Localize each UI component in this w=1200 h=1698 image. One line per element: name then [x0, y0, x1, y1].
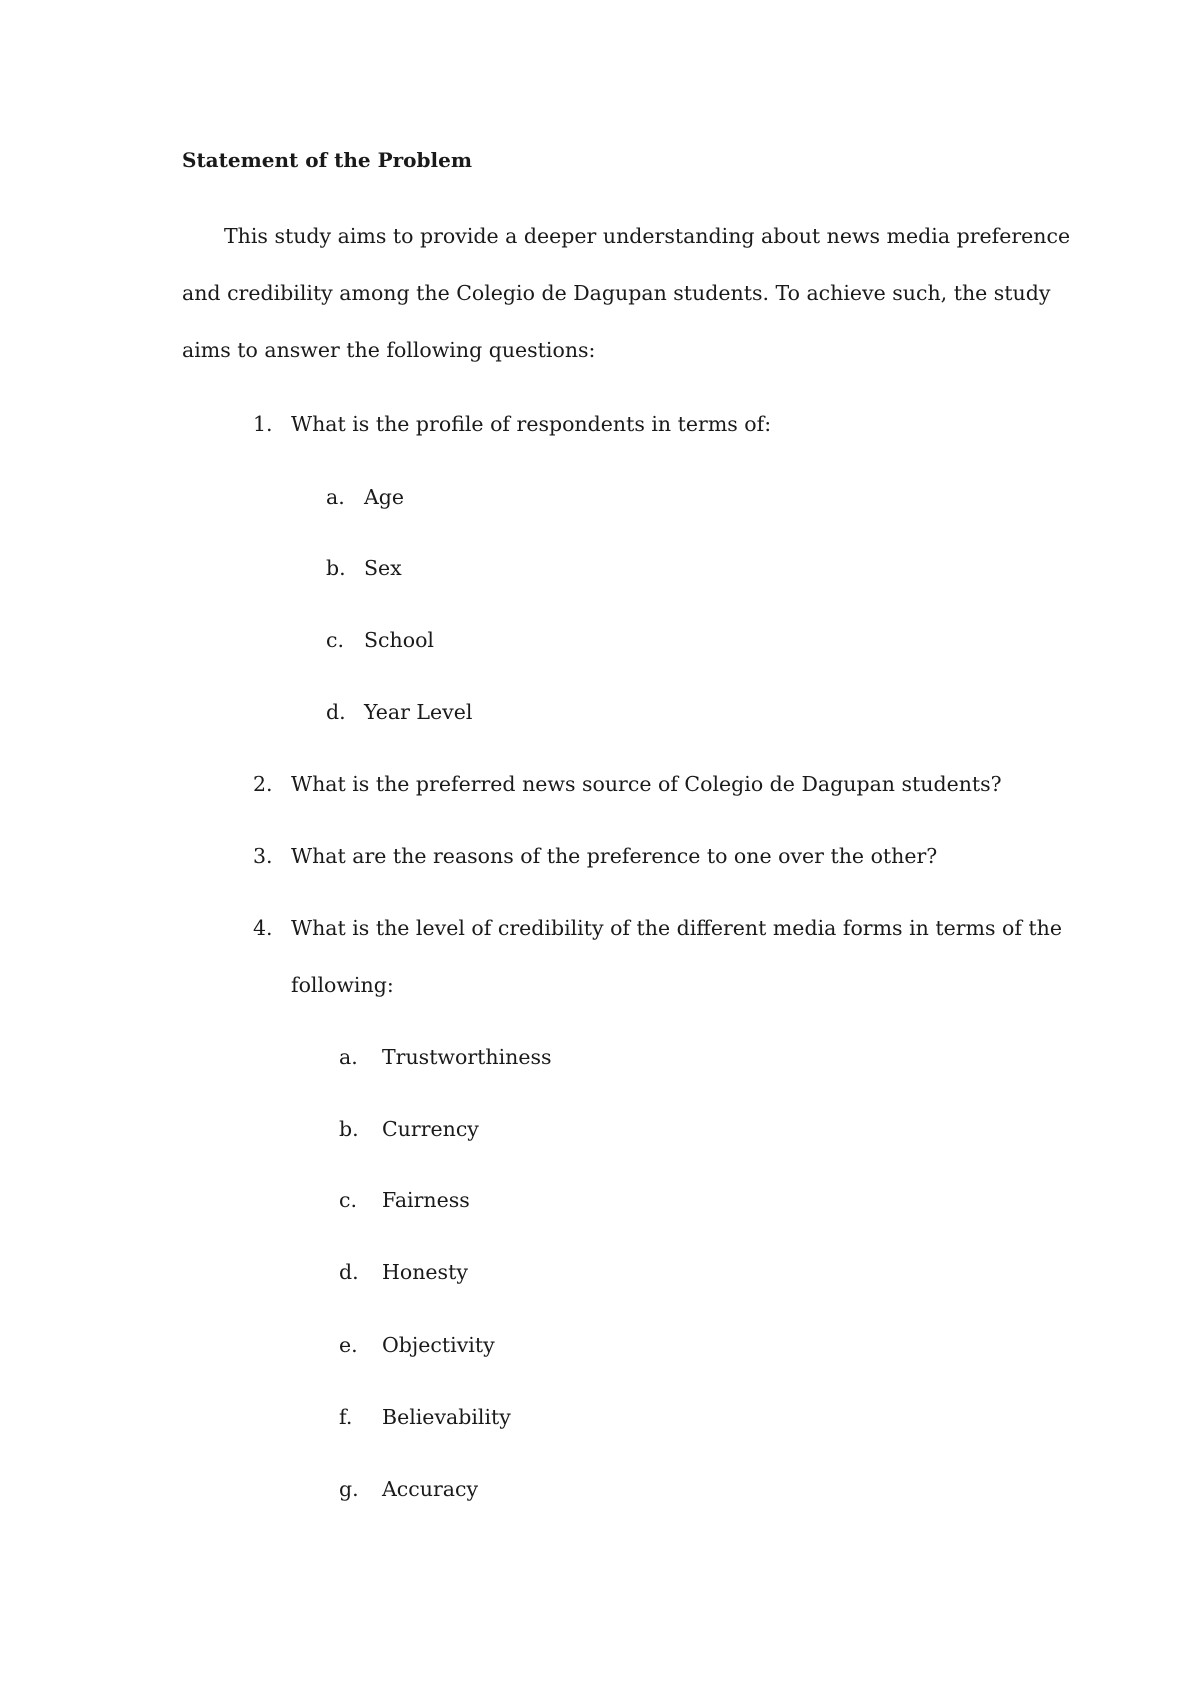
q4-subitem-a-text: Trustworthiness — [382, 1045, 552, 1069]
intro-line-2: and credibility among the Colegio de Dagupan students. To achieve such, the study — [182, 281, 1051, 305]
q1-subitem-a-text: Age — [364, 485, 405, 509]
q4-subitem-d-text: Honesty — [382, 1260, 468, 1284]
q4-subitem-d-letter: d. — [339, 1260, 359, 1284]
q4-subitem-b-text: Currency — [382, 1117, 479, 1141]
question-1-number: 1. — [253, 412, 273, 436]
q4-subitem-a-letter: a. — [339, 1045, 358, 1069]
q1-subitem-d-text: Year Level — [364, 700, 473, 724]
q4-subitem-b-letter: b. — [339, 1117, 359, 1141]
intro-line-3: aims to answer the following questions: — [182, 338, 596, 362]
question-2-text: What is the preferred news source of Colegio de Dagupan students? — [291, 772, 1002, 796]
question-3-number: 3. — [253, 844, 273, 868]
section-heading: Statement of the Problem — [182, 148, 472, 172]
q1-subitem-b-letter: b. — [326, 556, 346, 580]
q4-subitem-f-letter: f. — [339, 1405, 353, 1429]
question-4-text-line-2: following: — [291, 973, 394, 997]
q4-subitem-f-text: Believability — [382, 1405, 511, 1429]
q1-subitem-c-letter: c. — [326, 628, 344, 652]
q1-subitem-c-text: School — [364, 628, 434, 652]
intro-line-1: This study aims to provide a deeper understanding about news media preference — [224, 224, 1071, 248]
q1-subitem-d-letter: d. — [326, 700, 346, 724]
q1-subitem-b-text: Sex — [364, 556, 402, 580]
q4-subitem-c-letter: c. — [339, 1188, 357, 1212]
q4-subitem-e-letter: e. — [339, 1333, 358, 1357]
q1-subitem-a-letter: a. — [326, 485, 345, 509]
q4-subitem-g-text: Accuracy — [382, 1477, 479, 1501]
q4-subitem-g-letter: g. — [339, 1477, 359, 1501]
q4-subitem-c-text: Fairness — [382, 1188, 470, 1212]
question-1-text: What is the profile of respondents in terms of: — [291, 412, 772, 436]
question-4-text-line-1: What is the level of credibility of the different media forms in terms of the — [291, 916, 1063, 940]
q4-subitem-e-text: Objectivity — [382, 1333, 495, 1357]
question-3-text: What are the reasons of the preference to one over the other? — [291, 844, 938, 868]
question-2-number: 2. — [253, 772, 273, 796]
question-4-number: 4. — [253, 916, 273, 940]
